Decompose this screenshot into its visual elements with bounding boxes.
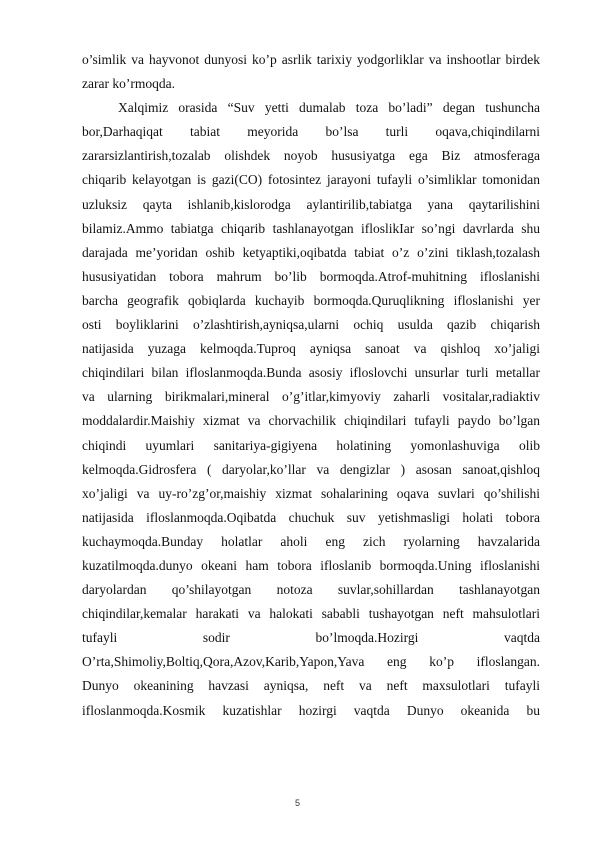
text-line: hususiyatidan tobora mahrum bo’lib bormoqda.Atrof-muhitning ifloslanishi	[82, 268, 540, 284]
text-line: barcha geografik qobiqlarda kuchayib bormoqda.Quruqlikning ifloslanishi yer	[82, 292, 540, 308]
text-line: va ularning birikmalari,mineral o’g’itlar,kimyoviy zaharli vositalar,radiaktiv	[82, 389, 540, 405]
text-line: kuzatilmoqda.dunyo okeani ham tobora ifloslanib bormoqda.Uning ifloslanishi	[82, 557, 540, 573]
text-line: uzluksiz qayta ishlanib,kislorodga aylantirilib,tabiatga yana qaytarilishini	[82, 196, 540, 212]
text-line: bilamiz.Ammo tabiatga chiqarib tashlanayotgan ifloslikIar so’ngi davrlarda shu	[82, 220, 540, 236]
text-line: kuchaymoqda.Bunday holatlar aholi eng zich ryolarning havzalarida	[82, 533, 540, 549]
text-line: tufayli sodir bo’lmoqda.Hozirgi vaqtda	[82, 630, 540, 646]
text-line: zararsizlantirish,tozalab olishdek noyob hususiyatga ega Biz atmosferaga	[82, 148, 540, 164]
text-line: chiqindilari bilan ifloslanmoqda.Bunda asosiy ifloslovchi unsurlar turli metallar	[82, 365, 540, 381]
text-line: Xalqimiz orasida “Suv yetti dumalab toza bo’ladi” degan tushuncha	[118, 100, 540, 116]
text-line: O’rta,Shimoliy,Boltiq,Qora,Azov,Karib,Yapon,Yava eng ko’p ifloslangan.	[82, 654, 540, 670]
paragraph-continuation	[82, 48, 540, 96]
page-number: 5	[294, 798, 300, 808]
text-line: moddalardir.Maishiy xizmat va chorvachilik chiqindilari tufayli paydo bo’lgan	[82, 413, 540, 429]
text-line: chiqindilar,kemalar harakati va halokati sababli tushayotgan neft mahsulotlari	[82, 606, 540, 622]
text-line: natijasida ifloslanmoqda.Oqibatda chuchuk suv yetishmasligi holati tobora	[82, 509, 540, 525]
text-line: kelmoqda.Gidrosfera ( daryolar,ko’llar va dengizlar ) asosan sanoat,qishloq	[82, 461, 540, 477]
text-line: osti boyliklarini o’zlashtirish,ayniqsa,ularni ochiq usulda qazib chiqarish	[82, 317, 540, 333]
text-line: bor,Darhaqiqat tabiat meyorida bo’lsa turli oqava,chiqindilarni	[82, 124, 540, 140]
text-line: o’simlik va hayvonot dunyosi ko’p asrlik tarixiy yodgorliklar va inshootlar birdek	[82, 52, 540, 67]
text-line: chiqarib kelayotgan is gazi(CO) fotosintez jarayoni tufayli o’simliklar tomonidan	[82, 172, 540, 188]
text-line: chiqindi uyumlari sanitariya-gigiyena holatining yomonlashuviga olib	[82, 437, 540, 453]
paragraph-main	[82, 96, 540, 722]
body-text	[82, 48, 540, 723]
text-line: xo’jaligi va uy-ro’zg’or,maishiy xizmat sohalarining oqava suvlari qo’shilishi	[82, 485, 540, 501]
text-line: natijasida yuzaga kelmoqda.Tuproq ayniqsa sanoat va qishloq xo’jaligi	[82, 341, 540, 357]
text-line: darajada me’yoridan oshib ketyaptiki,oqibatda tabiat o’z o’zini tiklash,tozalash	[82, 244, 540, 260]
text-line: Dunyo okeanining havzasi ayniqsa, neft va neft maxsulotlari tufayli	[82, 678, 540, 694]
text-line: zarar ko’rmoqda.	[82, 76, 175, 92]
text-line: daryolardan qo’shilayotgan notoza suvlar,sohillardan tashlanayotgan	[82, 582, 540, 598]
text-line: ifloslanmoqda.Kosmik kuzatishlar hozirgi vaqtda Dunyo okeanida bu	[82, 702, 540, 718]
